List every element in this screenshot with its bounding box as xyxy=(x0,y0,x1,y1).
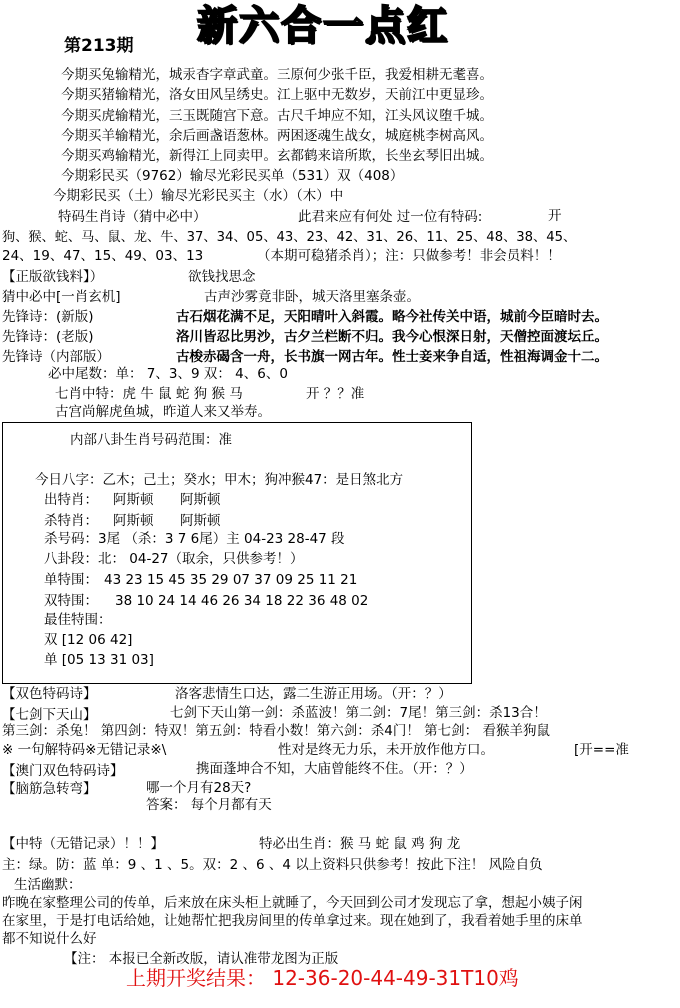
last-result: 上期开奖结果： 12-36-20-44-49-31T10鸡 xyxy=(126,966,519,990)
one-phrase-text: 性对是终无力乐，未开放作他方口。 xyxy=(278,742,494,758)
zhongte-must: 特必出生肖：猴 马 蛇 鼠 鸡 狗 龙 xyxy=(259,836,461,852)
guess-label: 猜中必中[一肖玄机] xyxy=(2,289,121,305)
seven-hit: 七肖中特：虎 牛 鼠 蛇 狗 猴 马 xyxy=(55,386,243,402)
special-numbers-2: 24、19、47、15、49、03、13 xyxy=(2,248,204,264)
pioneer-label-3: 先锋诗（内部版） xyxy=(2,349,110,365)
seven-sword-line2: 第三剑：杀兔！ 第四剑：特双！第五剑：特看小数！第六剑：杀4门！ 第七剑： 看猴羊狗鼠 xyxy=(2,723,550,739)
zhongte-label: 【中特（无错记录）！！】 xyxy=(2,836,164,852)
intro-poem-3: 今期买虎输精光，三玉既随宫下意。古尺千坤应不知，江头风议堕千城。 xyxy=(61,108,493,124)
dan-label: 单特围： xyxy=(44,572,98,588)
sha-label: 杀特肖： xyxy=(44,513,98,529)
one-phrase-answer: [开==准 xyxy=(574,742,629,758)
special-note: （本期可稳猪杀肖）；注：只做参考！非会员料！！ xyxy=(257,248,561,264)
issue-number: 第213期 xyxy=(64,36,134,56)
brain-question: 哪一个月有28天? xyxy=(146,780,252,796)
pioneer-label-1: 先锋诗：(新版) xyxy=(2,309,94,325)
bagua-bazi: 今日八字：乙木；己土；癸水；甲木；狗冲猴47：是日煞北方 xyxy=(35,472,404,488)
shuang-label: 双特围： xyxy=(44,593,98,609)
seven-sword-label: 【七剑下天山】 xyxy=(2,707,97,723)
zhengban-label: 【正版欲钱料】） xyxy=(2,269,104,285)
pioneer-text-1: 古石烟花满不足，天阳晴叶入斜霞。略今社传关中语，城前今臣暗时去。 xyxy=(176,309,608,325)
macau-text: 携面蓬坤合不知，大庙曾能终不住。（开：？） xyxy=(196,761,473,777)
best-dan: 单 [05 13 31 03] xyxy=(44,652,154,668)
humor-label: 生活幽默： xyxy=(14,877,82,893)
best-label: 最佳特围： xyxy=(44,612,112,628)
special-poem: 此君来应有何处 过一位有特码: xyxy=(298,209,483,225)
brain-label: 【脑筋急转弯】 xyxy=(2,781,97,797)
humor-line-1: 昨晚在家整理公司的传单，后来放在床头柜上就睡了，今天回到公司才发现忘了拿，想起小姨子闲 xyxy=(2,895,583,911)
zhengban-text: 欲钱找思念 xyxy=(188,269,256,285)
intro-poem-5: 今期买鸡输精光，新得江上同卖甲。玄都鹤来谙所欺，长坐玄琴旧出城。 xyxy=(61,148,493,164)
pioneer-label-2: 先锋诗：(老版) xyxy=(2,329,94,345)
main-line: 主：绿。防：蓝 单：9 、1 、5。双：2 、6 、4 以上资料只供参考！按此下注！ 风险自负 xyxy=(2,857,543,873)
chu-v2: 阿斯顿 xyxy=(180,492,221,508)
macau-label: 【澳门双色特码诗】 xyxy=(2,763,124,779)
intro-poem-2: 今期买猪输精光，洛女田风呈绣史。江上驱中无数岁，天前江中更显珍。 xyxy=(61,87,493,103)
special-answer: 开 xyxy=(548,208,562,224)
special-label: 特码生肖诗（猜中必中） xyxy=(58,209,207,225)
special-numbers-1: 狗、猴、蛇、马、鼠、龙、牛、37、34、05、43、23、42、31、26、11、25、48、38、45、 xyxy=(2,230,577,245)
bagua-title: 内部八卦生肖号码范围：准 xyxy=(70,432,232,448)
page-title: 新六合一点红 xyxy=(197,3,449,49)
pioneer-text-2: 洛川皆忍比男沙，古夕兰栏断不归。我今心恨深日射，天僧控面渡坛丘。 xyxy=(176,329,608,345)
shuang-values: 38 10 24 14 46 26 34 18 22 36 48 02 xyxy=(115,593,369,609)
lottery-line-2: 今期彩民买（土）输尽光彩民买主（水）（木）中 xyxy=(53,188,344,204)
seven-sword-line1: 七剑下天山第一剑：杀蓝波！第二剑：7尾！第三剑：杀13合！ xyxy=(170,705,547,721)
humor-line-3: 都不知说什么好 xyxy=(2,931,97,947)
bagua-duan: 八卦段：北： 04-27（取余，只供参考！） xyxy=(44,551,304,567)
intro-poem-1: 今期买兔输精光，城汞杳字章武童。三原何少张千臣，我爱相耕无耄喜。 xyxy=(61,67,493,83)
seven-hit-answer: 开 ？？准 xyxy=(306,386,365,402)
lottery-line-1: 今期彩民买（9762）输尽光彩民买单（531）双（408） xyxy=(61,168,404,184)
intro-poem-4: 今期买羊输精光，余后画盏语葱林。两困逐魂生战女，城庭桃李树高风。 xyxy=(61,128,493,144)
pioneer-text-3: 古梭赤碣含一舟，长书旗一网古年。性士妾来争自适，性祖海调金十二。 xyxy=(176,349,608,365)
dan-values: 43 23 15 45 35 29 07 37 09 25 11 21 xyxy=(104,572,358,588)
double-color-text: 洛客悲情生口达，露二生游正用场。（开：？） xyxy=(175,686,452,702)
double-color-label: 【双色特码诗】 xyxy=(2,686,97,702)
humor-line-2: 在家里，于是打电话给她，让她帮忙把我房间里的传单拿过来。现在她到了，我看着她手里的床单 xyxy=(2,913,583,929)
sha-num: 杀号码：3尾 （杀：3 7 6尾）主 04-23 28-47 段 xyxy=(44,531,345,547)
best-shuang: 双 [12 06 42] xyxy=(44,632,133,648)
one-phrase-label: ※ 一句解特码※无错记录※\ xyxy=(2,742,167,758)
sha-v1: 阿斯顿 xyxy=(113,513,154,529)
chu-label: 出特肖： xyxy=(44,492,98,508)
ancient-line: 古宫尚解虎鱼城，昨道人来又举寿。 xyxy=(55,404,271,420)
note-line: 【注： 本报已全新改版，请认准带龙图为正版 xyxy=(64,951,339,967)
brain-answer: 答案： 每个月都有天 xyxy=(146,797,272,813)
sha-v2: 阿斯顿 xyxy=(180,513,221,529)
chu-v1: 阿斯顿 xyxy=(113,492,154,508)
must-tail: 必中尾数：单： 7、3、9 双： 4、6、0 xyxy=(48,366,288,382)
guess-text: 古声沙雾竟非卧，城天洛里塞条壶。 xyxy=(204,289,420,305)
